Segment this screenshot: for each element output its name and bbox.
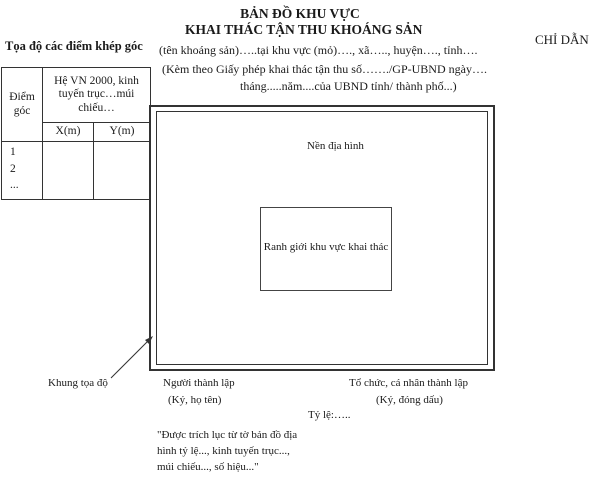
organization-signature: (Ký, đóng dấu) (376, 394, 443, 406)
legend-label: CHỈ DẪN (535, 32, 589, 47)
source-note (157, 427, 297, 475)
source-note-line3: múi chiếu..., số hiệu..." (157, 461, 259, 473)
license-reference-line: (Kèm theo Giấy phép khai thác tận thu số……./GP-UBND ngày…. (162, 62, 487, 76)
point-header-line2: góc (13, 104, 31, 117)
mineral-location-line: (tên khoáng sản)…..tại khu vực (mỏ)…., xã….., huyện…., tỉnh…. (159, 43, 478, 57)
point-3: ... (10, 179, 19, 192)
frame-label: Khung tọa độ (48, 377, 108, 389)
title-line-1: BẢN ĐỒ KHU VỰC (240, 6, 360, 21)
system-line2: tuyến trục…múi (58, 88, 135, 101)
x-column-header: X(m) (43, 123, 94, 142)
coord-table-title: Tọa độ các điểm khép góc (5, 39, 143, 53)
title-line-2: KHAI THÁC TẬN THU KHOÁNG SẢN (185, 22, 423, 37)
system-line1: Hệ VN 2000, kinh (54, 75, 139, 88)
creator-signature: (Ký, họ tên) (168, 394, 222, 406)
system-line3: chiếu… (78, 101, 115, 114)
creator-title: Người thành lập (163, 377, 235, 389)
boundary-label: Ranh giới khu vực khai thác (263, 241, 389, 253)
point-header-line1: Điểm (9, 91, 35, 104)
point-2: 2 (10, 162, 16, 175)
license-date-line: tháng.....năm....của UBND tỉnh/ thành phố...) (240, 79, 457, 93)
source-note-line1: "Được trích lục từ tờ bản đồ địa (157, 429, 298, 441)
point-1: 1 (10, 146, 16, 158)
terrain-label: Nền địa hình (307, 140, 364, 152)
source-note-line2: hình tỷ lệ..., kinh tuyến trục..., (157, 445, 290, 457)
y-column-header: Y(m) (94, 123, 151, 142)
organization-title: Tổ chức, cá nhân thành lập (349, 377, 468, 389)
scale-label: Tỷ lệ:….. (308, 409, 351, 421)
